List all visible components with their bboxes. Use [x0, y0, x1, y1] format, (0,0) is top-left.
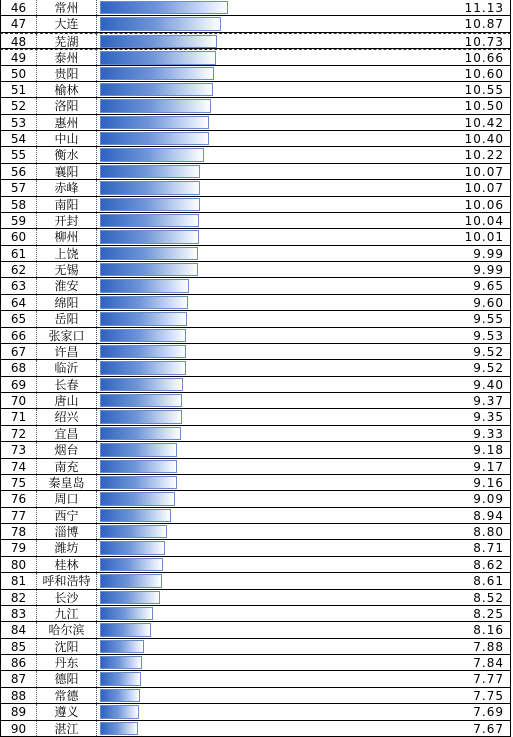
city-label: 长春 — [36, 377, 96, 392]
bar-cell — [96, 82, 456, 97]
rank-cell: 68 — [0, 360, 36, 375]
table-row — [0, 278, 511, 294]
table-row — [0, 49, 511, 65]
value-bar — [100, 116, 209, 129]
value-label: 9.52 — [456, 360, 511, 375]
bar-cell — [96, 590, 456, 605]
value-label: 10.40 — [456, 131, 511, 146]
city-label: 衡水 — [36, 147, 96, 162]
value-label: 8.71 — [456, 540, 511, 555]
table-row — [0, 213, 511, 229]
value-label: 9.35 — [456, 409, 511, 424]
table-row — [0, 409, 511, 425]
city-label: 淮安 — [36, 278, 96, 293]
city-label: 无锡 — [36, 262, 96, 277]
value-label: 8.16 — [456, 622, 511, 637]
rank-cell: 55 — [0, 147, 36, 162]
bar-cell — [96, 115, 456, 130]
table-row — [0, 360, 511, 376]
value-label: 8.80 — [456, 524, 511, 539]
value-bar — [100, 558, 163, 571]
value-bar — [100, 427, 181, 440]
city-label: 西宁 — [36, 508, 96, 523]
bar-cell — [96, 409, 456, 424]
table-row — [0, 98, 511, 114]
table-row — [0, 147, 511, 163]
city-label: 秦皇岛 — [36, 475, 96, 490]
rank-cell: 51 — [0, 82, 36, 97]
bar-cell — [96, 459, 456, 474]
rank-cell: 79 — [0, 540, 36, 555]
bar-cell — [96, 704, 456, 719]
bar-cell — [96, 540, 456, 555]
bar-cell — [96, 639, 456, 654]
rank-cell: 65 — [0, 311, 36, 326]
value-bar — [100, 67, 214, 80]
table-row — [0, 295, 511, 311]
rank-cell: 89 — [0, 704, 36, 719]
city-label: 绵阳 — [36, 295, 96, 310]
bar-cell — [96, 50, 456, 64]
value-label: 9.52 — [456, 344, 511, 359]
rank-cell: 60 — [0, 229, 36, 244]
value-label: 10.01 — [456, 229, 511, 244]
table-row — [0, 639, 511, 655]
city-label: 岳阳 — [36, 311, 96, 326]
value-label: 9.37 — [456, 393, 511, 408]
city-label: 常德 — [36, 688, 96, 703]
table-row — [0, 606, 511, 622]
bar-cell — [96, 0, 456, 15]
table-row — [0, 311, 511, 327]
value-bar — [100, 394, 182, 407]
bar-cell — [96, 246, 456, 261]
rank-cell: 48 — [0, 34, 36, 48]
bar-cell — [96, 524, 456, 539]
table-row — [0, 0, 511, 16]
rank-cell: 77 — [0, 508, 36, 523]
value-bar — [100, 51, 216, 64]
value-label: 9.18 — [456, 442, 511, 457]
value-bar — [100, 148, 204, 161]
table-row — [0, 622, 511, 638]
value-label: 9.55 — [456, 311, 511, 326]
bar-cell — [96, 213, 456, 228]
value-bar — [100, 525, 167, 538]
bar-cell — [96, 34, 456, 48]
value-bar — [100, 460, 177, 473]
rank-cell: 69 — [0, 377, 36, 392]
value-label: 9.53 — [456, 328, 511, 343]
table-row — [0, 573, 511, 589]
bar-cell — [96, 98, 456, 113]
value-bar — [100, 312, 187, 325]
table-row — [0, 377, 511, 393]
city-label: 许昌 — [36, 344, 96, 359]
value-bar — [100, 492, 175, 505]
value-label: 10.73 — [456, 34, 511, 48]
rank-cell: 78 — [0, 524, 36, 539]
value-bar — [100, 165, 200, 178]
city-label: 唐山 — [36, 393, 96, 408]
bar-cell — [96, 393, 456, 408]
bar-cell — [96, 278, 456, 293]
rank-cell: 84 — [0, 622, 36, 637]
value-bar — [100, 476, 177, 489]
value-bar — [100, 443, 177, 456]
value-bar — [100, 345, 186, 358]
value-label: 7.67 — [456, 721, 511, 736]
value-label: 9.16 — [456, 475, 511, 490]
table-row — [0, 180, 511, 196]
rank-cell: 57 — [0, 180, 36, 195]
value-bar — [100, 279, 189, 292]
city-label: 榆林 — [36, 82, 96, 97]
value-bar — [100, 17, 221, 30]
value-bar — [100, 263, 198, 276]
bar-cell — [96, 131, 456, 146]
rank-cell: 66 — [0, 328, 36, 343]
table-row — [0, 475, 511, 491]
bar-cell — [96, 557, 456, 572]
rank-cell: 61 — [0, 246, 36, 261]
city-label: 周口 — [36, 491, 96, 506]
table-row — [0, 33, 511, 49]
bar-cell — [96, 426, 456, 441]
city-label: 潍坊 — [36, 540, 96, 555]
city-label: 德阳 — [36, 671, 96, 686]
city-label: 哈尔滨 — [36, 622, 96, 637]
value-label: 8.61 — [456, 573, 511, 588]
bar-cell — [96, 377, 456, 392]
bar-cell — [96, 16, 456, 31]
table-row — [0, 164, 511, 180]
value-label: 9.33 — [456, 426, 511, 441]
value-label: 9.17 — [456, 459, 511, 474]
value-label: 9.60 — [456, 295, 511, 310]
city-label: 九江 — [36, 606, 96, 621]
table-row — [0, 393, 511, 409]
rank-cell: 74 — [0, 459, 36, 474]
value-label: 10.07 — [456, 180, 511, 195]
table-row — [0, 328, 511, 344]
table-row — [0, 491, 511, 507]
value-label: 8.25 — [456, 606, 511, 621]
rank-cell: 71 — [0, 409, 36, 424]
table-row — [0, 229, 511, 245]
table-row — [0, 246, 511, 262]
rank-cell: 85 — [0, 639, 36, 654]
rank-cell: 80 — [0, 557, 36, 572]
table-row — [0, 262, 511, 278]
value-bar — [100, 689, 140, 702]
city-label: 开封 — [36, 213, 96, 228]
table-row — [0, 197, 511, 213]
bar-cell — [96, 164, 456, 179]
rank-cell: 63 — [0, 278, 36, 293]
rank-cell: 82 — [0, 590, 36, 605]
value-label: 10.50 — [456, 98, 511, 113]
city-label: 柳州 — [36, 229, 96, 244]
value-label: 9.65 — [456, 278, 511, 293]
value-label: 10.06 — [456, 197, 511, 212]
city-label: 沈阳 — [36, 639, 96, 654]
value-label: 10.07 — [456, 164, 511, 179]
value-label: 7.69 — [456, 704, 511, 719]
rank-cell: 90 — [0, 721, 36, 736]
rank-cell: 62 — [0, 262, 36, 277]
rank-cell: 81 — [0, 573, 36, 588]
city-label: 襄阳 — [36, 164, 96, 179]
value-bar — [100, 99, 211, 112]
rank-cell: 88 — [0, 688, 36, 703]
rank-cell: 47 — [0, 16, 36, 31]
value-label: 10.87 — [456, 16, 511, 31]
table-row — [0, 66, 511, 82]
value-label: 7.88 — [456, 639, 511, 654]
rank-cell: 59 — [0, 213, 36, 228]
rank-cell: 83 — [0, 606, 36, 621]
rank-cell: 70 — [0, 393, 36, 408]
value-label: 10.04 — [456, 213, 511, 228]
bar-cell — [96, 344, 456, 359]
value-bar — [100, 247, 198, 260]
table-row — [0, 590, 511, 606]
value-label: 10.55 — [456, 82, 511, 97]
bar-cell — [96, 66, 456, 81]
rank-cell: 56 — [0, 164, 36, 179]
bar-cell — [96, 147, 456, 162]
bar-cell — [96, 688, 456, 703]
city-label: 临沂 — [36, 360, 96, 375]
value-bar — [100, 1, 228, 14]
bar-cell — [96, 508, 456, 523]
rank-cell: 50 — [0, 66, 36, 81]
rank-cell: 87 — [0, 671, 36, 686]
table-row — [0, 82, 511, 98]
value-bar — [100, 230, 199, 243]
value-bar — [100, 640, 144, 653]
table-row — [0, 442, 511, 458]
table-row — [0, 688, 511, 704]
rank-cell: 53 — [0, 115, 36, 130]
rank-cell: 46 — [0, 0, 36, 15]
value-label: 9.09 — [456, 491, 511, 506]
bar-cell — [96, 622, 456, 637]
bar-cell — [96, 655, 456, 670]
value-label: 10.22 — [456, 147, 511, 162]
rank-cell: 64 — [0, 295, 36, 310]
value-bar — [100, 214, 199, 227]
table-row — [0, 115, 511, 131]
value-bar — [100, 574, 162, 587]
rank-cell: 86 — [0, 655, 36, 670]
value-bar — [100, 329, 186, 342]
city-label: 丹东 — [36, 655, 96, 670]
bar-cell — [96, 442, 456, 457]
bar-cell — [96, 295, 456, 310]
rank-cell: 76 — [0, 491, 36, 506]
city-label: 南阳 — [36, 197, 96, 212]
value-bar — [100, 722, 138, 735]
table-row — [0, 508, 511, 524]
city-label: 中山 — [36, 131, 96, 146]
city-label: 泰州 — [36, 50, 96, 64]
value-bar — [100, 378, 183, 391]
table-row — [0, 459, 511, 475]
city-label: 常州 — [36, 0, 96, 15]
table-row — [0, 344, 511, 360]
value-bar — [100, 83, 213, 96]
value-bar — [100, 672, 141, 685]
value-bar — [100, 198, 200, 211]
rank-cell: 54 — [0, 131, 36, 146]
city-label: 遵义 — [36, 704, 96, 719]
city-label: 芜湖 — [36, 34, 96, 48]
value-bar — [100, 623, 151, 636]
rank-cell: 52 — [0, 98, 36, 113]
rank-cell: 58 — [0, 197, 36, 212]
value-label: 8.62 — [456, 557, 511, 572]
value-label: 10.42 — [456, 115, 511, 130]
table-row — [0, 655, 511, 671]
city-label: 宜昌 — [36, 426, 96, 441]
value-bar — [100, 296, 188, 309]
table-row — [0, 721, 511, 737]
city-label: 烟台 — [36, 442, 96, 457]
value-bar — [100, 181, 200, 194]
rank-cell: 49 — [0, 50, 36, 64]
city-label: 长沙 — [36, 590, 96, 605]
bar-cell — [96, 328, 456, 343]
value-bar — [100, 705, 139, 718]
bar-cell — [96, 491, 456, 506]
table-row — [0, 16, 511, 32]
table-row — [0, 426, 511, 442]
value-label: 9.99 — [456, 262, 511, 277]
value-label: 7.75 — [456, 688, 511, 703]
city-label: 淄博 — [36, 524, 96, 539]
value-bar — [100, 35, 217, 48]
bar-cell — [96, 229, 456, 244]
value-bar — [100, 361, 186, 374]
bar-cell — [96, 475, 456, 490]
bar-cell — [96, 573, 456, 588]
value-bar — [100, 541, 165, 554]
bar-cell — [96, 721, 456, 736]
table-row — [0, 704, 511, 720]
value-label: 9.99 — [456, 246, 511, 261]
value-label: 8.52 — [456, 590, 511, 605]
bar-cell — [96, 606, 456, 621]
value-bar — [100, 509, 171, 522]
value-bar — [100, 132, 209, 145]
value-label: 7.77 — [456, 671, 511, 686]
value-label: 9.40 — [456, 377, 511, 392]
value-label: 10.60 — [456, 66, 511, 81]
table-row — [0, 131, 511, 147]
bar-cell — [96, 262, 456, 277]
city-label: 桂林 — [36, 557, 96, 572]
bar-cell — [96, 360, 456, 375]
rank-cell: 72 — [0, 426, 36, 441]
city-label: 惠州 — [36, 115, 96, 130]
value-label: 8.94 — [456, 508, 511, 523]
city-label: 湛江 — [36, 721, 96, 736]
bar-cell — [96, 671, 456, 686]
table-row — [0, 540, 511, 556]
rank-cell: 67 — [0, 344, 36, 359]
city-label: 上饶 — [36, 246, 96, 261]
bar-cell — [96, 180, 456, 195]
value-bar — [100, 656, 142, 669]
rank-cell: 73 — [0, 442, 36, 457]
table-row — [0, 671, 511, 687]
value-bar — [100, 410, 182, 423]
city-label: 贵阳 — [36, 66, 96, 81]
value-bar — [100, 607, 153, 620]
value-label: 10.66 — [456, 50, 511, 64]
city-label: 洛阳 — [36, 98, 96, 113]
bar-cell — [96, 197, 456, 212]
rank-cell: 75 — [0, 475, 36, 490]
city-label: 南充 — [36, 459, 96, 474]
value-label: 11.13 — [456, 0, 511, 15]
city-label: 绍兴 — [36, 409, 96, 424]
value-label: 7.84 — [456, 655, 511, 670]
city-label: 呼和浩特 — [36, 573, 96, 588]
city-label: 赤峰 — [36, 180, 96, 195]
city-label: 大连 — [36, 16, 96, 31]
bar-cell — [96, 311, 456, 326]
value-bar — [100, 591, 160, 604]
table-row — [0, 524, 511, 540]
table-row — [0, 557, 511, 573]
city-label: 张家口 — [36, 328, 96, 343]
